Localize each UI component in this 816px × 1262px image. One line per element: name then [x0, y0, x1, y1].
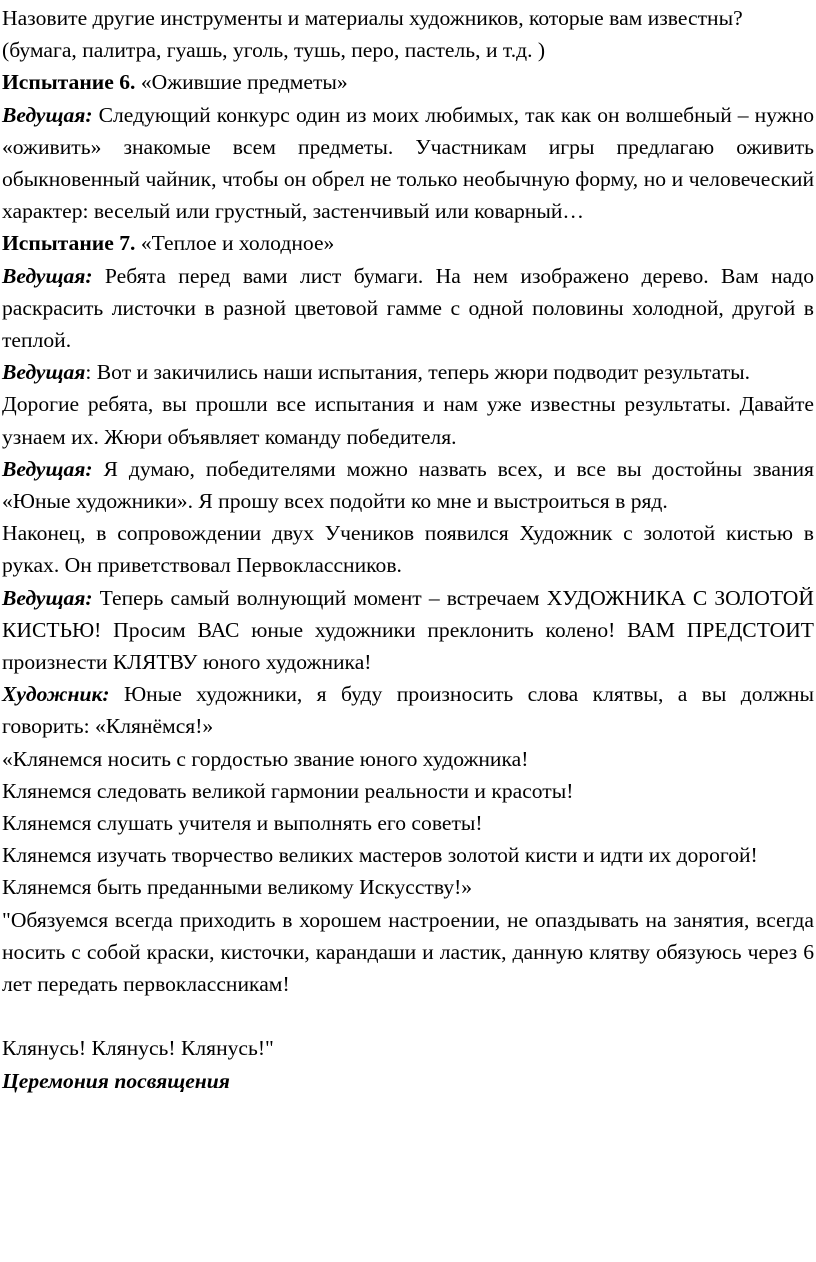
ceremony-heading — [2, 1065, 814, 1097]
host-label: Ведущая: — [2, 102, 93, 127]
oath-line-1 — [2, 743, 814, 775]
host-label-plain: Ведущая — [2, 360, 86, 385]
finally-paragraph — [2, 517, 814, 581]
host-label: Ведущая: — [2, 263, 93, 288]
question-tools-answer-text: (бумага, палитра, гуашь, уголь, тушь, перо, пастель, и т.д. ) — [2, 38, 546, 63]
question-tools-text: Назовите другие инструменты и материалы художников, которые вам известны? — [2, 6, 743, 30]
ceremony-title: Церемония посвящения — [2, 1068, 230, 1093]
oath-line-2 — [2, 775, 814, 807]
host-paragraph-4 — [2, 453, 814, 517]
host-text-2: Ребята перед вами лист бумаги. На нем изображено дерево. Вам надо раскрасить листочки в разной цветовой гамме с одной половины холодной, другой в теплой. — [2, 263, 814, 353]
oath-text: Клянемся изучать творчество великих мастеров золотой кисти и идти их дорогой! — [2, 843, 758, 868]
results-text: Дорогие ребята, вы прошли все испытания и нам уже известны результаты. Давайте узнаем их. Жюри объявляет команду победителя. — [2, 392, 814, 449]
swear-text: Клянусь! Клянусь! Клянусь!" — [2, 1036, 274, 1061]
artist-paragraph — [2, 678, 814, 742]
pledge-paragraph — [2, 904, 814, 1001]
host-text-1: Следующий конкурс один из моих любимых, так как он волшебный – нужно «оживить» знакомые всем предметы. Участникам игры предлагаю оживить обыкновенный чайник, чтобы он обрел не только необычную форму, но и человеческий характер: веселый или грустный, застенчивый или коварный… — [2, 102, 814, 224]
artist-text: Юные художники, я буду произносить слова клятвы, а вы должны говорить: «Клянёмся!» — [2, 682, 814, 739]
oath-text: Клянемся слушать учителя и выполнять его советы! — [2, 811, 483, 836]
pledge-text: "Обязуемся всегда приходить в хорошем настроении, не опаздывать на занятия, всегда носить с собой краски, кисточки, карандаши и ластик, данную клятву обязуюсь через 6 лет передать первоклассникам! — [2, 907, 814, 997]
finally-text: Наконец, в сопровождении двух Учеников появился Художник с золотой кистью в руках. Он приветствовал Первоклассников. — [2, 521, 814, 578]
host-text-4: Я думаю, победителями можно назвать всех, и все вы достойны звания «Юные художники». Я прошу всех подойти ко мне и выстроиться в ряд. — [2, 456, 814, 514]
artist-label: Художник: — [2, 682, 110, 707]
blank-line — [2, 1000, 814, 1032]
host-text-3: : Вот и закичились наши испытания, теперь жюри подводит результаты. — [85, 360, 751, 385]
oath-line-5 — [2, 871, 814, 903]
host-label: Ведущая: — [2, 456, 93, 481]
test-6-title: «Ожившие предметы» — [135, 70, 348, 95]
results-paragraph — [2, 388, 814, 452]
host-text-5: Теперь самый волнующий момент – встречаем ХУДОЖНИКА С ЗОЛОТОЙ КИСТЬЮ! Просим ВАС юные художники преклонить колено! ВАМ ПРЕДСТОИТ произнести КЛЯТВУ юного художника! — [2, 585, 814, 675]
oath-text: Клянемся следовать великой гармонии реальности и красоты! — [2, 778, 574, 803]
oath-line-3 — [2, 807, 814, 839]
oath-text: «Клянемся носить с гордостью звание юного художника! — [2, 746, 529, 771]
host-paragraph-5 — [2, 582, 814, 679]
oath-line-4 — [2, 839, 814, 871]
swear-line — [2, 1032, 814, 1064]
test-6-label: Испытание 6. — [2, 70, 136, 95]
host-paragraph-1 — [2, 99, 814, 228]
test-6-heading — [2, 66, 814, 98]
host-label: Ведущая: — [2, 585, 93, 610]
oath-text: Клянемся быть преданными великому Искусству!» — [2, 875, 473, 900]
question-tools — [2, 2, 814, 34]
host-paragraph-2 — [2, 260, 814, 357]
question-tools-answer — [2, 34, 814, 66]
host-paragraph-3 — [2, 356, 814, 388]
test-7-title: «Теплое и холодное» — [135, 231, 335, 256]
test-7-label: Испытание 7. — [2, 231, 136, 256]
test-7-heading — [2, 227, 814, 259]
